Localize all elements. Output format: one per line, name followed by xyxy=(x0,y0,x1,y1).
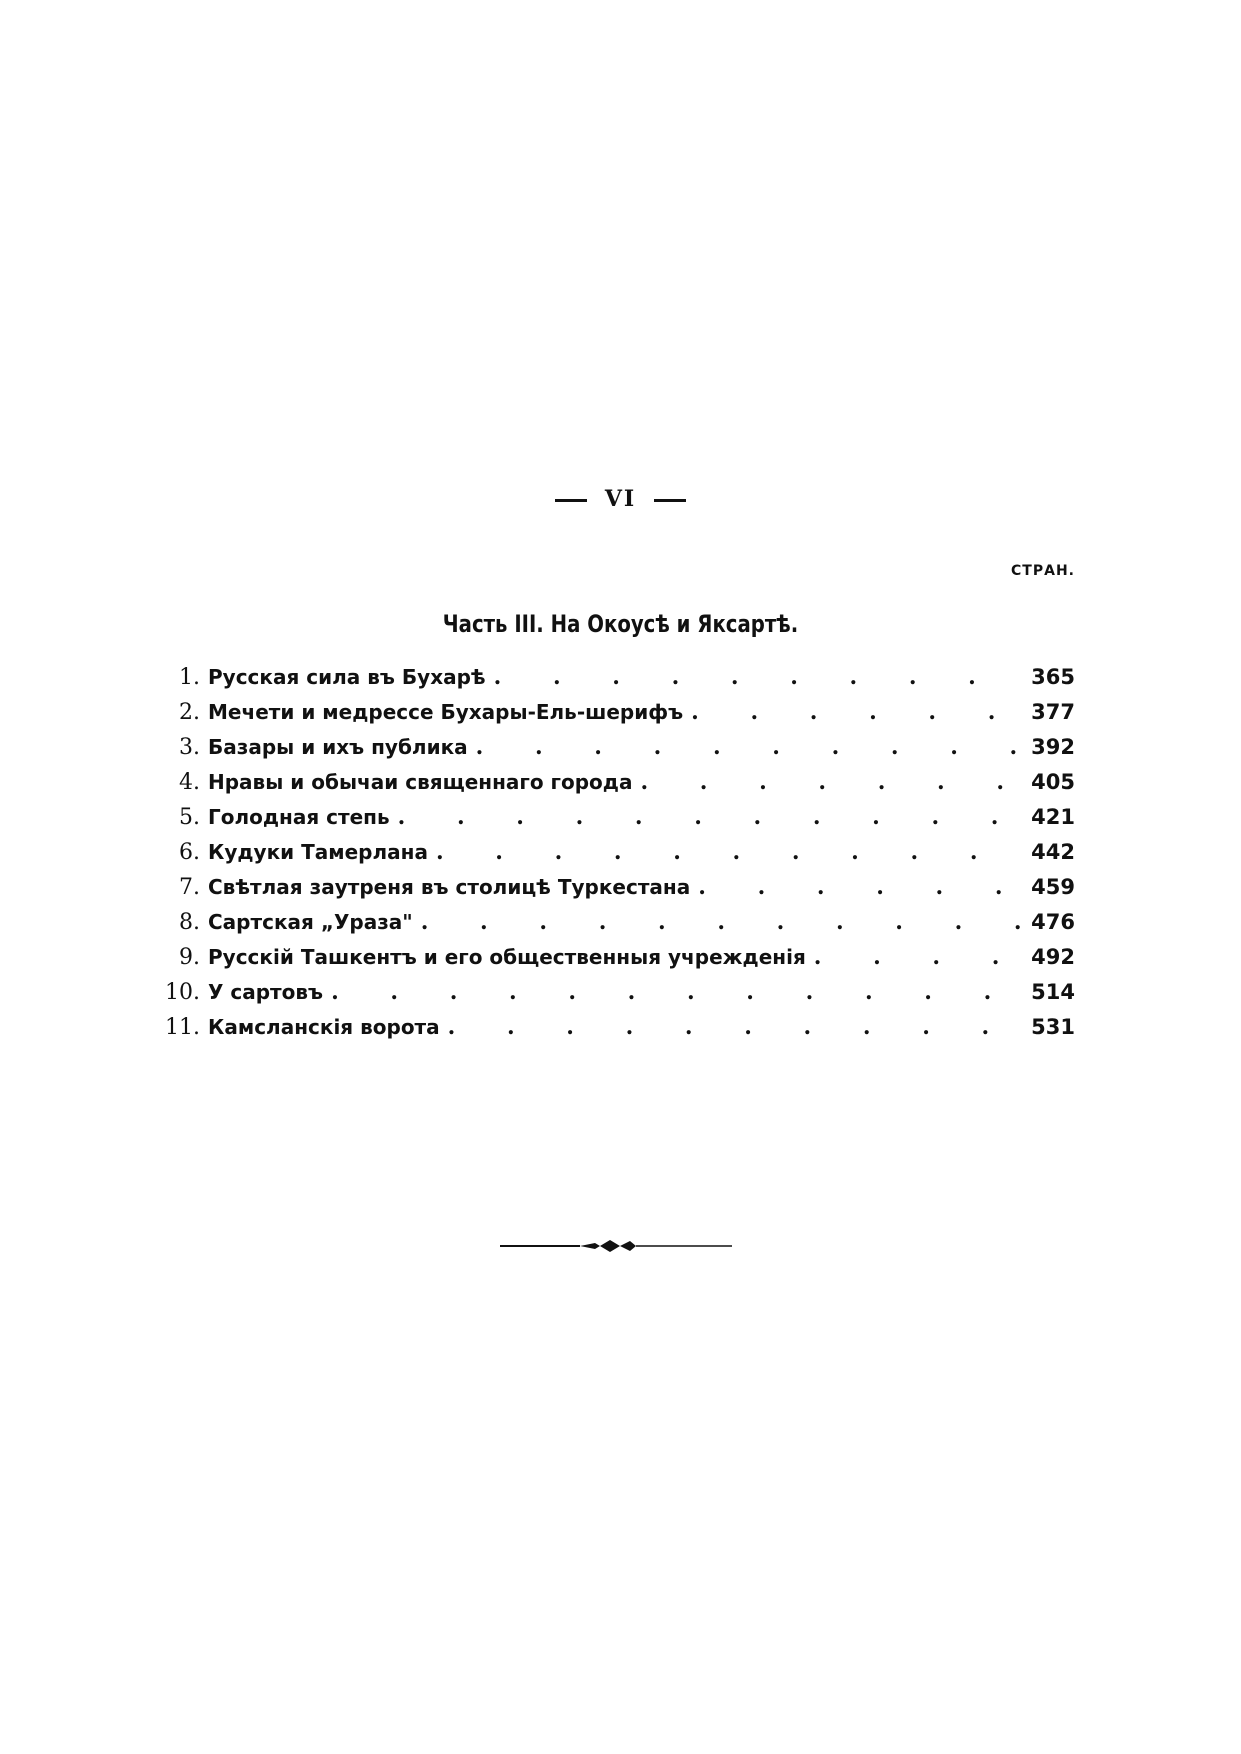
toc-row xyxy=(150,835,1075,870)
section-title: Часть III. На Окоусѣ и Яксартѣ. xyxy=(442,610,799,638)
toc-page-number: 365 xyxy=(1031,665,1075,689)
toc-number: 3. xyxy=(179,735,200,760)
toc-page-number: 421 xyxy=(1031,805,1075,829)
toc-leader-dots xyxy=(323,975,1020,1010)
toc-title: Свѣтлая заутреня въ столицѣ Туркестана xyxy=(208,875,691,899)
toc-number: 5. xyxy=(179,805,200,830)
left-dash xyxy=(555,499,587,502)
toc-number: 1. xyxy=(179,665,200,690)
toc-leader-dots xyxy=(632,765,1020,800)
toc-page-number: 377 xyxy=(1031,700,1075,724)
toc-leader-dots xyxy=(486,660,1020,695)
toc-row xyxy=(150,800,1075,835)
toc-title: Русскій Ташкентъ и его общественныя учрежденія xyxy=(208,945,806,969)
toc-row xyxy=(150,975,1075,1010)
toc-number: 8. xyxy=(179,910,200,935)
toc-page-number: 476 xyxy=(1031,910,1075,934)
right-dash xyxy=(654,499,686,502)
toc-number: 9. xyxy=(179,945,200,970)
toc-title: Базары и ихъ публика xyxy=(208,735,468,759)
toc-leader-dots xyxy=(468,730,1020,765)
ornament-divider-icon xyxy=(500,1238,732,1254)
toc-row xyxy=(150,660,1075,695)
toc-leader-dots xyxy=(440,1010,1020,1045)
toc-leader-dots xyxy=(413,905,1020,940)
toc-page-number: 492 xyxy=(1031,945,1075,969)
toc-title: Кудуки Тамерлана xyxy=(208,840,428,864)
toc-page-number: 405 xyxy=(1031,770,1075,794)
toc-leader-dots xyxy=(390,800,1020,835)
toc-title: Сартская „Ураза" xyxy=(208,910,413,934)
toc-title: Голодная степь xyxy=(208,805,390,829)
toc-row xyxy=(150,940,1075,975)
toc-title: У сартовъ xyxy=(208,980,324,1004)
page-column-header: СТРАН. xyxy=(1011,563,1075,579)
toc-number: 2. xyxy=(179,700,200,725)
toc-number: 10. xyxy=(165,980,200,1005)
toc-number: 6. xyxy=(179,840,200,865)
toc-page-number: 514 xyxy=(1031,980,1075,1004)
toc-number: 11. xyxy=(165,1015,200,1040)
toc-title: Камсланскія ворота xyxy=(208,1015,440,1039)
page-number xyxy=(0,486,1241,512)
toc-page-number: 392 xyxy=(1031,735,1075,759)
toc-row xyxy=(150,695,1075,730)
toc-row xyxy=(150,905,1075,940)
toc-number: 7. xyxy=(179,875,200,900)
toc-title: Русская сила въ Бухарѣ xyxy=(208,665,486,689)
toc-leader-dots xyxy=(428,835,1020,870)
toc-row xyxy=(150,1010,1075,1045)
toc-title: Нравы и обычаи священнаго города xyxy=(208,770,633,794)
page-number-text: VI xyxy=(604,486,637,512)
toc-leader-dots xyxy=(683,695,1020,730)
toc-page-number: 459 xyxy=(1031,875,1075,899)
toc-leader-dots xyxy=(806,940,1020,975)
toc-row xyxy=(150,730,1075,765)
table-of-contents xyxy=(150,660,1075,1045)
toc-row xyxy=(150,765,1075,800)
toc-row xyxy=(150,870,1075,905)
toc-page-number: 531 xyxy=(1031,1015,1075,1039)
toc-page-number: 442 xyxy=(1031,840,1075,864)
toc-number: 4. xyxy=(179,770,200,795)
toc-leader-dots xyxy=(690,870,1020,905)
toc-title: Мечети и медрессе Бухары-Ель-шерифъ xyxy=(208,700,684,724)
